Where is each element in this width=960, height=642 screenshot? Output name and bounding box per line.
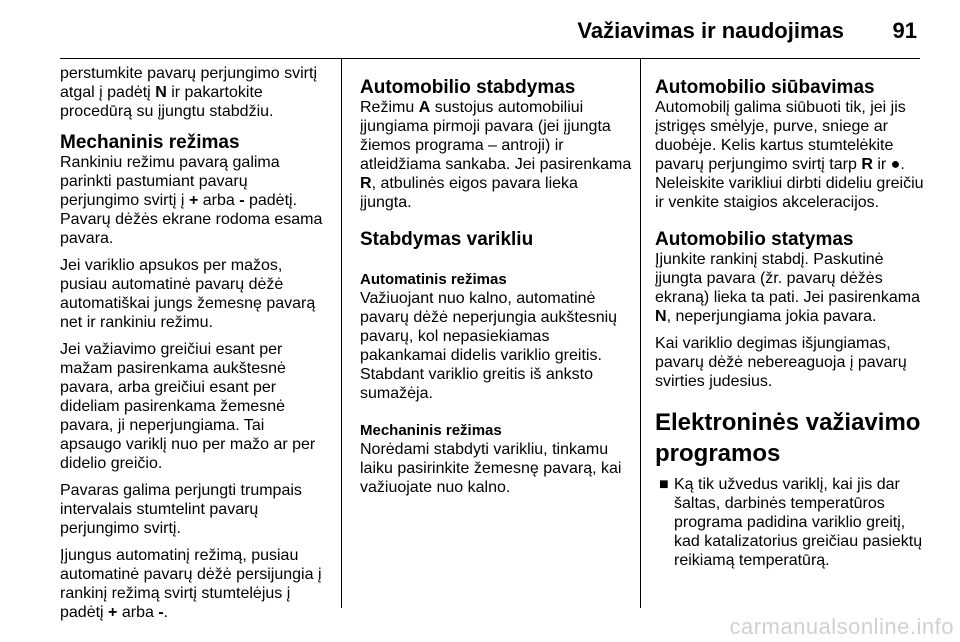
bullet-text: Ką tik užvedus variklį, kai jis dar šaltas, darbinės temperatūros programa padidina variklio greitį, kad katalizatorius greičiau pasiektų reikiamą temperatūrą. [674, 476, 923, 569]
list-item [655, 475, 925, 570]
column-left [60, 58, 330, 621]
column-middle [360, 58, 632, 608]
column-divider-left [341, 58, 342, 608]
parking-paragraph-1: Įjunkite rankinį stabdį. Paskutinė įjungta pavara (žr. pavarų dėžės ekraną) lieka ta pati. Jei pasirenkama N, neperjungiama jokia pavara. [655, 251, 921, 325]
driving-programs-heading: Elektroninės važiavimo programos [655, 409, 921, 467]
running-title: Važiavimas ir naudojimas [577, 18, 844, 43]
manual-mode-subheading: Mechaninis režimas [360, 422, 502, 439]
page-header [0, 0, 960, 60]
bullet-square-icon: ■ [659, 476, 669, 493]
auto-mode-paragraph: Važiuojant nuo kalno, automatinė pavarų dėžė neperjungia aukštesnių pavarų, kol nepasiekiamas pakankamai didelis variklio greitis. Stabdant variklio greitis iš anksto sumažėja. [360, 290, 618, 402]
parking-heading: Automobilio statymas [655, 229, 854, 250]
manual-mode-heading: Mechaninis režimas [60, 132, 240, 153]
braking-paragraph: Režimu A sustojus automobiliui įjungiama pirmoji pavara (jei įjungta žiemos programa – antroji) ir atleidžiama sankaba. Jei pasirenkama R, atbulinės eigos pavara lieka įjungta. [360, 99, 632, 211]
auto-mode-subheading: Automatinis režimas [360, 271, 507, 288]
watermark: carmanualsonline.info [729, 614, 954, 639]
manual-mode-paragraph-3: Jei važiavimo greičiui esant per mažam pasirenkama aukštesnė pavara, arba greičiui esant per dideliam pasirenkama žemesnė pavara, ji neperjungiama. Tai apsaugo variklį nuo per mažo ar per didelio greičio. [60, 341, 316, 472]
braking-heading: Automobilio stabdymas [360, 77, 576, 98]
rocking-paragraph: Automobilį galima siūbuoti tik, jei jis įstrigęs smėlyje, purve, sniege ar duobėje. Kelis kartus stumtelėkite pavarų perjungimo svirtį tarp R ir ●. Neleiskite varikliui dirbti dideliu greičiu ir venkite staigios akceleracijos. [655, 99, 924, 211]
intro-paragraph: perstumkite pavarų perjungimo svirtį atgal į padėtį N ir pakartokite procedūrą su įjungtu stabdžiu. [60, 65, 317, 120]
manual-mode-paragraph-5: Įjungus automatinį režimą, pusiau automatinė pavarų dėžė persijungia į rankinį režimą svirtį stumtelėjus į padėtį + arba -. [60, 547, 322, 621]
column-divider-right [640, 58, 641, 608]
manual-mode-paragraph-2: Jei variklio apsukos per mažos, pusiau automatinė pavarų dėžė automatiškai jungs žemesnę pavarą net ir rankiniu režimu. [60, 257, 316, 331]
engine-braking-heading: Stabdymas varikliu [360, 229, 534, 250]
rocking-heading: Automobilio siūbavimas [655, 77, 875, 98]
page-number: 91 [892, 18, 917, 43]
manual-mode-braking-paragraph: Norėdami stabdyti varikliu, tinkamu laiku pasirinkite žemesnę pavarą, kai važiuojate nuo kalno. [360, 441, 622, 496]
manual-mode-paragraph-1: Rankiniu režimu pavarą galima parinkti pastumiant pavarų perjungimo svirtį į + arba - padėtį. Pavarų dėžės ekrane rodoma esama pavara. [60, 154, 323, 247]
column-right [655, 58, 925, 608]
manual-mode-paragraph-4: Pavaras galima perjungti trumpais intervalais stumtelint pavarų perjungimo svirtį. [60, 482, 302, 537]
parking-paragraph-2: Kai variklio degimas išjungiamas, pavarų dėžė nebereaguoja į pavarų svirties judesius. [655, 335, 907, 390]
